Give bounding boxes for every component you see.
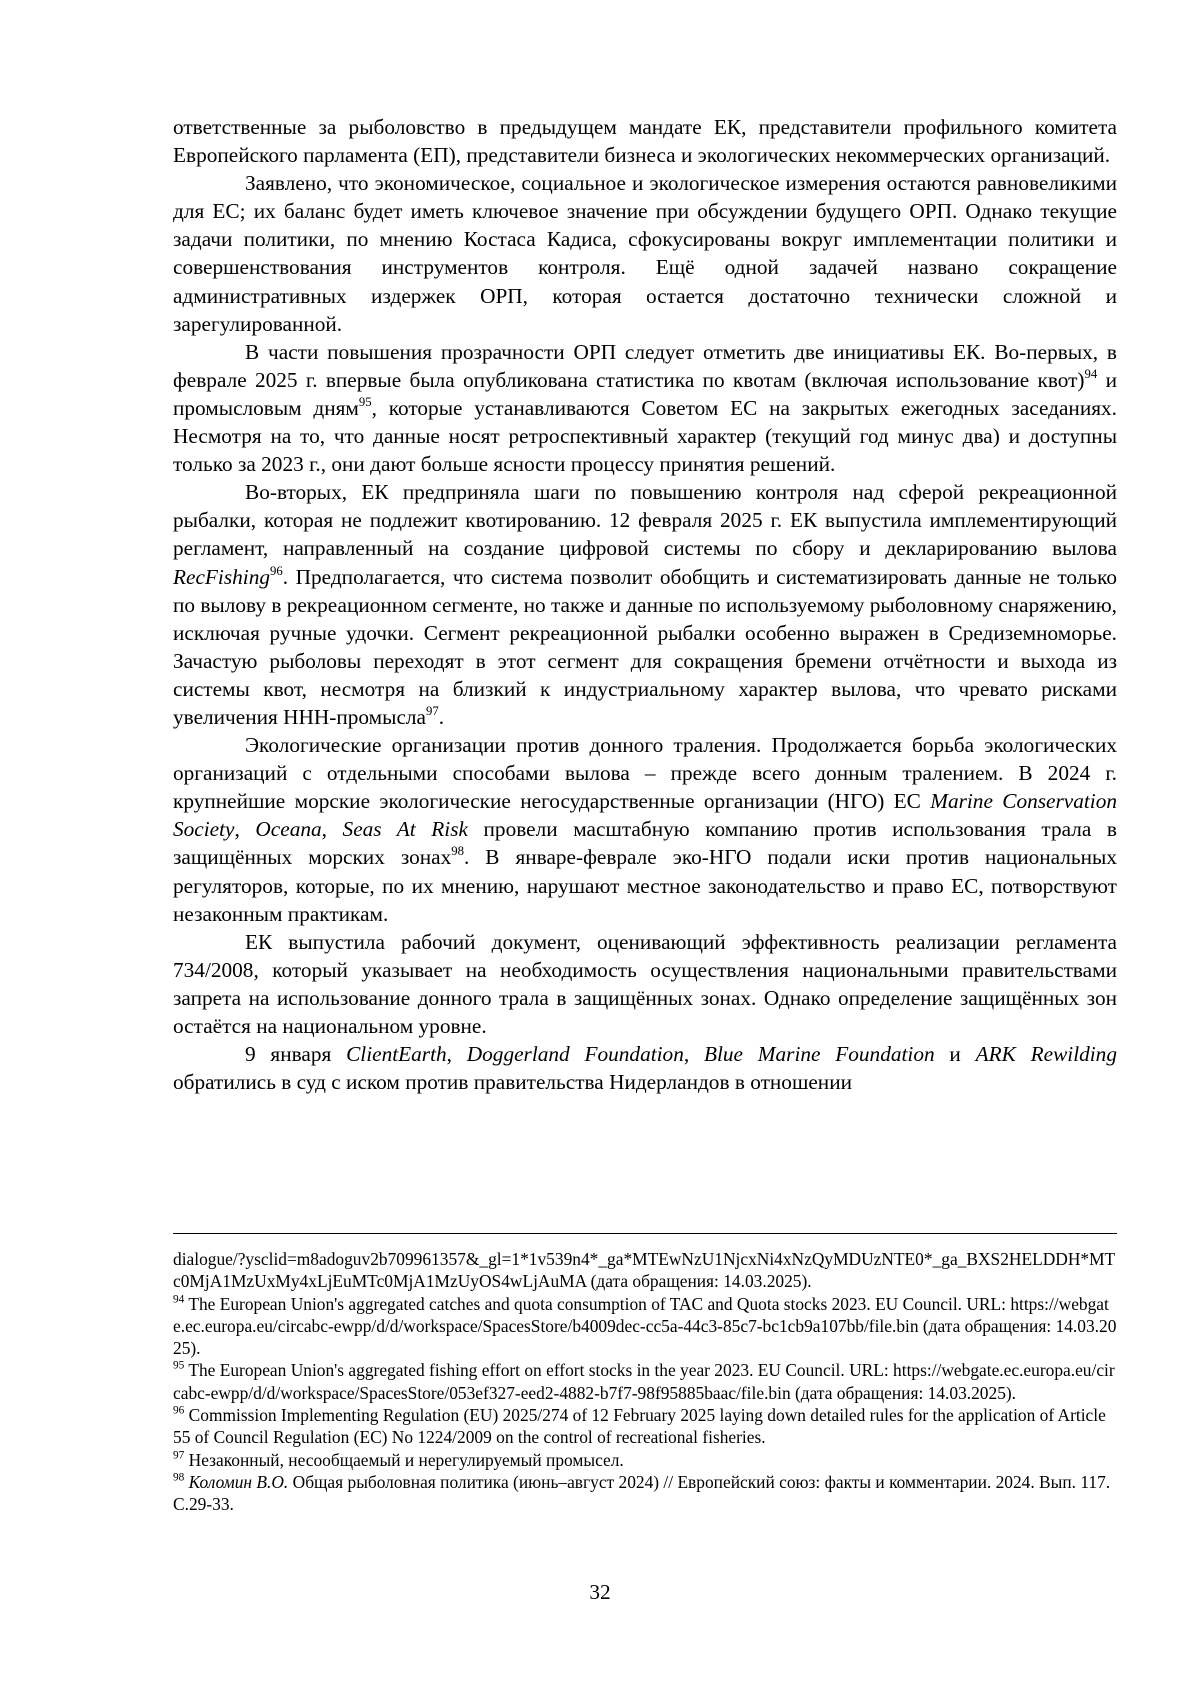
italic-term: Doggerland Foundation xyxy=(466,1042,684,1067)
footnote-ref[interactable]: 98 xyxy=(451,844,465,859)
paragraph: Заявлено, что экономическое, социальное и экологическое измерения остаются равновеликими для ЕС; их баланс будет иметь ключевое значение при обсуждении будущего ОРП. Однако текущие задачи политики, по мнению Костаса Кадиса, сфокусированы вокруг имплементации политики и совершенствования инструментов контроля. Ещё одной задачей названо сокращение административных издержек ОРП, которая остается достаточно технически сложной и зарегулированной. xyxy=(173,171,1117,336)
footnote-number: 95 xyxy=(173,1360,185,1373)
main-text xyxy=(173,113,1117,1096)
paragraph: Экологические организации против донного траления. Продолжается борьба экологических организаций с отдельными способами вылова – прежде всего донным тралением. В 2024 г. крупнейшие морские экологические негосударственные организации (НГО) ЕС Marine Conservation Society, Oceana, Seas At Risk провели масштабную компанию против использования трала в защищённых морских зонах$^{98}$. В январе-феврале эко-НГО подали иски против национальных регуляторов, которые, по их мнению, нарушают местное законодательство и право ЕС, потворствуют незаконным практикам. xyxy=(173,733,1117,926)
page-number: 32 xyxy=(589,1580,611,1604)
footnote-94: $^{94}$ The European Union's aggregated catches and quota consumption of TAC and Quota stocks 2023. EU Council. URL: https://webgate.ec.europa.eu/circabc-ewpp/d/d/workspace/SpacesStore/b4009dec-cc5a-44c3-85c7-bc1cb9a107bb/file.bin (дата обращения: 14.03.2025). xyxy=(173,1293,1117,1359)
footnotes xyxy=(173,1248,1117,1516)
italic-term: Seas At Risk xyxy=(342,817,468,842)
footnote-ref[interactable]: 96 xyxy=(270,563,283,578)
footnote-ref[interactable]: 94 xyxy=(1084,366,1098,381)
paragraph: ответственные за рыболовство в предыдущем мандате ЕК, представители профильного комитета Европейского парламента (ЕП), представители бизнеса и экологических некоммерческих организаций. xyxy=(173,115,1117,168)
footnote-number: 97 xyxy=(173,1449,185,1462)
footnote-continuation: dialogue/?ysclid=m8adoguv2b709961357&_gl=1*1v539n4*_ga*MTEwNzU1NjcxNi4xNzQyMDUzNTE0*_ga_BXS2HELDDH*MTc0MjA1MzUxMy4xLjEuMTc0MjA1MzUyOS4wLjAuMA (дата обращения: 14.03.2025). xyxy=(173,1249,1116,1292)
footnote-ref[interactable]: 97 xyxy=(425,704,439,719)
italic-term: ARK Rewilding xyxy=(975,1042,1117,1067)
italic-term: Blue Marine Foundation xyxy=(703,1042,935,1067)
paragraph: ЕК выпустила рабочий документ, оценивающий эффективность реализации регламента 734/2008, который указывает на необходимость осуществления национальными правительствами запрета на использование донного трала в защищённых зонах. Однако определение защищённых зон остаётся на национальном уровне. xyxy=(173,929,1117,1038)
footnote-author: Коломин В.О. xyxy=(188,1471,289,1492)
italic-term: Marine Conservation Society xyxy=(173,789,1117,842)
italic-term: ClientEarth xyxy=(346,1042,447,1067)
paragraph: Во-вторых, ЕК предприняла шаги по повышению контроля над сферой рекреационной рыбалки, которая не подлежит квотированию. 12 февраля 2025 г. ЕК выпустила имплементирующий регламент, направленный на создание цифровой системы по сбору и декларированию вылова RecFishing$^{96}$. Предполагается, что система позволит обобщить и систематизировать данные не только по вылову в рекреационном сегменте, но также и данные по используемому рыболовному снаряжению, исключая ручные удочки. Сегмент рекреационной рыбалки особенно выражен в Средиземноморье. Зачастую рыболовы переходят в этот сегмент для сокращения бремени отчётности и выхода из системы квот, несмотря на близкий к индустриальному характер вылова, что чревато рисками увеличения ННН-промысла$^{97}$. xyxy=(173,480,1117,729)
paragraph: 9 января ClientEarth, Doggerland Foundation, Blue Marine Foundation и ARK Rewilding обратились в суд с иском против правительства Нидерландов в отношении xyxy=(173,1042,1117,1095)
footnote-separator xyxy=(173,1233,1117,1234)
footnote-number: 94 xyxy=(173,1293,185,1306)
footnote-95: $^{95}$ The European Union's aggregated fishing effort on effort stocks in the year 2023. EU Council. URL: https://webgate.ec.europa.eu/circabc-ewpp/d/d/workspace/SpacesStore/053ef327-eed2-4882-b7f7-98f95885baac/file.bin (дата обращения: 14.03.2025). xyxy=(173,1360,1115,1403)
footnote-number: 96 xyxy=(173,1404,185,1417)
footnote-97: $^{97}$ Незаконный, несообщаемый и нерегулируемый промысел. xyxy=(173,1449,624,1470)
footnote-ref[interactable]: 95 xyxy=(358,395,372,409)
paragraph: В части повышения прозрачности ОРП следует отметить две инициативы ЕК. Во-первых, в феврале 2025 г. впервые была опубликована статистика по квотам (включая использование квот)$^{94}$ и промысловым дням$^{95}$, которые устанавливаются Советом ЕС на закрытых ежегодных заседаниях. Несмотря на то, что данные носят ретроспективный характер (текущий год минус два) и доступны только за 2023 г., они дают больше ясности процессу принятия решений. xyxy=(173,339,1117,477)
footnote-98: $^{98}$ Коломин В.О. Общая рыболовная политика (июнь–август 2024) // Европейский союз: факты и комментарии. 2024. Вып. 117. С.29-33. xyxy=(173,1471,1111,1515)
footnote-number: 98 xyxy=(173,1471,185,1484)
italic-term: Oceana xyxy=(255,817,322,842)
italic-term: RecFishing xyxy=(173,564,270,589)
footnote-96: $^{96}$ Commission Implementing Regulation (EU) 2025/274 of 12 February 2025 laying down detailed rules for the application of Article 55 of Council Regulation (EC) No 1224/2009 on the control of recreational fisheries. xyxy=(173,1404,1106,1448)
